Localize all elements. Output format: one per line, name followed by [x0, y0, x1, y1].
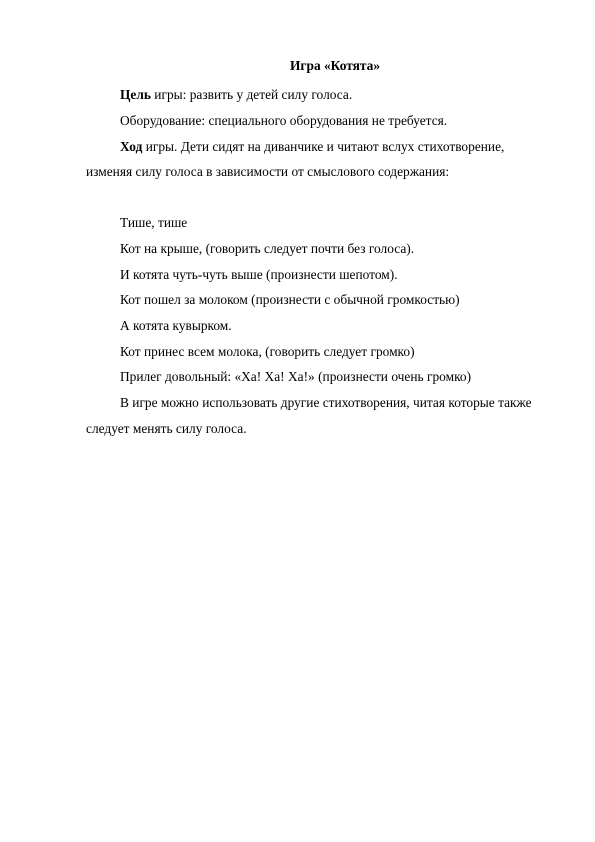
goal-text: игры: развить у детей силу голоса. [150, 87, 353, 102]
goal-label: Цель [120, 87, 151, 102]
poem-line: Прилег довольный: «Ха! Ха! Ха!» (произнести очень громко) [120, 369, 472, 384]
procedure-paragraph-line1 [120, 139, 504, 155]
procedure-paragraph-line2: изменяя силу голоса в зависимости от смыслового содержания: [86, 164, 450, 179]
poem-line: Кот на крыше, (говорить следует почти без голоса). [120, 241, 415, 256]
poem-line: Тише, тише [120, 215, 188, 230]
poem-line: Кот принес всем молока, (говорить следует громко) [120, 344, 415, 359]
poem-line: Кот пошел за молоком (произнести с обычной громкостью) [120, 292, 460, 307]
document-title: Игра «Котята» [290, 58, 381, 73]
poem-line: И котята чуть-чуть выше (произнести шепотом). [120, 267, 398, 282]
equipment-paragraph: Оборудование: специального оборудования не требуется. [120, 113, 448, 128]
closing-paragraph-line2: следует менять силу голоса. [86, 421, 247, 436]
goal-paragraph [120, 87, 352, 103]
poem-line: А котята кувырком. [120, 318, 232, 333]
closing-paragraph-line1: В игре можно использовать другие стихотворения, читая которые также [120, 395, 532, 410]
procedure-label: Ход [120, 139, 143, 154]
procedure-text-1: игры. Дети сидят на диванчике и читают вслух стихотворение, [142, 139, 505, 154]
